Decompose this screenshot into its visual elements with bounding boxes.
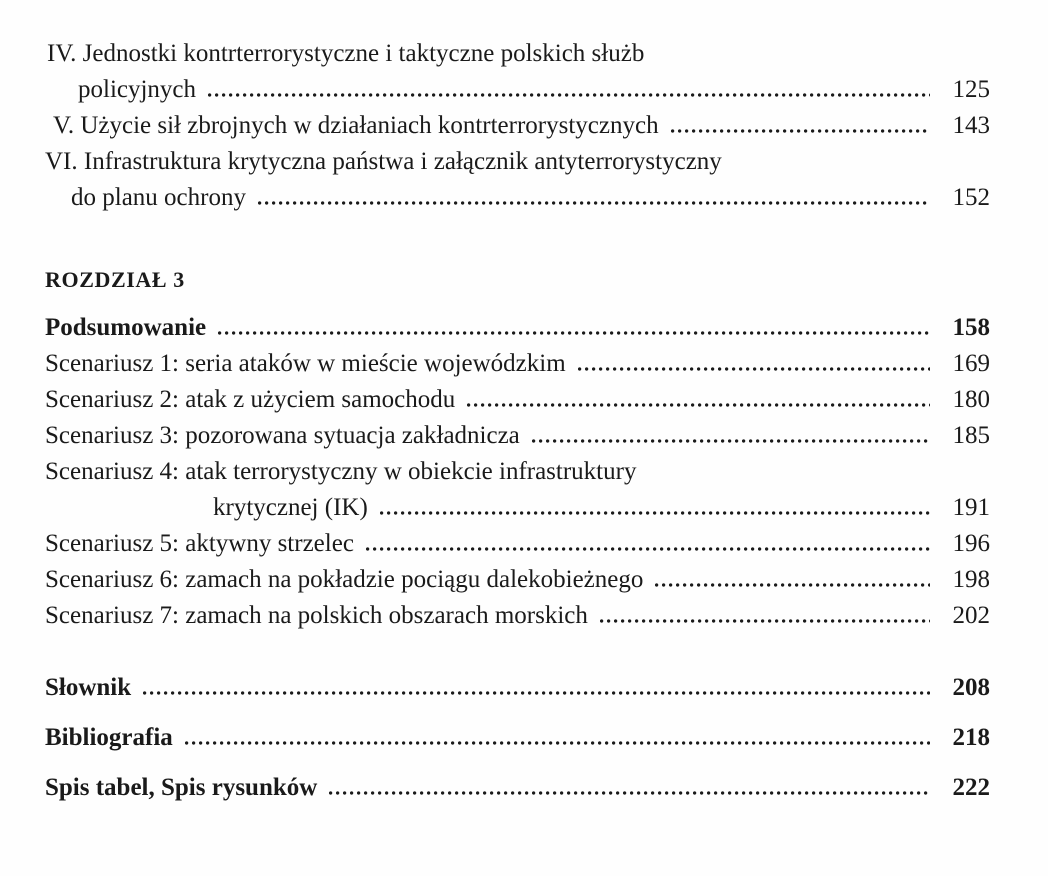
section-gap	[45, 756, 990, 770]
page-number: 180	[952, 386, 990, 413]
entry-text: Scenariusz 5: aktywny strzelec	[45, 530, 354, 557]
toc-entry	[45, 382, 990, 418]
dotted-leader	[185, 741, 930, 745]
entry-text: Scenariusz 2: atak z użyciem samochodu	[45, 386, 456, 413]
page-number: 185	[952, 422, 990, 449]
toc-rows	[45, 36, 990, 806]
entry-text: Spis tabel, Spis rysunków	[45, 774, 318, 801]
toc-chapter-heading	[45, 262, 990, 298]
toc-entry	[45, 770, 990, 806]
dotted-leader	[143, 691, 930, 695]
entry-text: Bibliografia	[45, 724, 173, 751]
entry-text: Scenariusz 1: seria ataków w mieście wojewódzkim	[45, 350, 566, 377]
toc-entry	[45, 598, 990, 634]
entry-text: krytycznej (IK)	[213, 494, 368, 521]
page-number: 196	[952, 530, 990, 557]
page-number: 191	[952, 494, 990, 521]
toc-entry	[45, 490, 990, 526]
section-gap	[45, 634, 990, 670]
toc-entry	[45, 526, 990, 562]
section-gap	[45, 298, 990, 310]
toc-entry	[45, 418, 990, 454]
dotted-leader	[600, 619, 930, 623]
toc-entry	[45, 562, 990, 598]
page-number: 218	[952, 724, 990, 751]
entry-text: Scenariusz 4: atak terrorystyczny w obiekcie infrastruktury	[45, 458, 637, 485]
toc-entry	[45, 346, 990, 382]
entry-text: Słownik	[45, 674, 132, 701]
page-number: 208	[952, 674, 990, 701]
dotted-leader	[208, 93, 930, 97]
entry-text: VI. Infrastruktura krytyczna państwa i załącznik antyterrorystyczny	[45, 148, 722, 175]
entry-text: Podsumowanie	[45, 314, 207, 341]
toc-entry	[45, 36, 990, 72]
toc-entry	[45, 72, 990, 108]
toc-entry	[45, 310, 990, 346]
page-number: 125	[952, 76, 990, 103]
dotted-leader	[671, 129, 930, 133]
entry-text: Scenariusz 3: pozorowana sytuacja zakładnicza	[45, 422, 520, 449]
dotted-leader	[578, 367, 930, 371]
dotted-leader	[467, 403, 930, 407]
entry-text: Scenariusz 7: zamach na polskich obszarach morskich	[45, 602, 588, 629]
page-number: 198	[952, 566, 990, 593]
dotted-leader	[380, 511, 930, 515]
entry-text: Scenariusz 6: zamach na pokładzie pociągu dalekobieżnego	[45, 566, 644, 593]
entry-text: IV. Jednostki kontrterrorystyczne i taktyczne polskich służb	[47, 40, 645, 67]
section-gap	[45, 216, 990, 262]
page-number: 222	[952, 774, 990, 801]
toc-entry	[45, 454, 990, 490]
page-number: 169	[952, 350, 990, 377]
page-number: 152	[952, 184, 990, 211]
page-number: 158	[952, 314, 990, 341]
entry-text: ROZDZIAŁ 3	[45, 267, 185, 292]
dotted-leader	[366, 547, 930, 551]
entry-text: policyjnych	[78, 76, 197, 103]
page-number: 143	[952, 112, 990, 139]
dotted-leader	[655, 583, 930, 587]
dotted-leader	[329, 791, 930, 795]
section-gap	[45, 706, 990, 720]
toc-entry	[45, 144, 990, 180]
dotted-leader	[532, 439, 930, 443]
entry-text: do planu ochrony	[71, 184, 246, 211]
toc-entry	[45, 670, 990, 706]
page-number: 202	[952, 602, 990, 629]
toc-entry	[45, 720, 990, 756]
entry-text: V. Użycie sił zbrojnych w działaniach kontrterrorystycznych	[53, 112, 659, 139]
toc-entry	[45, 180, 990, 216]
toc-entry	[45, 108, 990, 144]
dotted-leader	[258, 201, 930, 205]
dotted-leader	[218, 331, 930, 335]
